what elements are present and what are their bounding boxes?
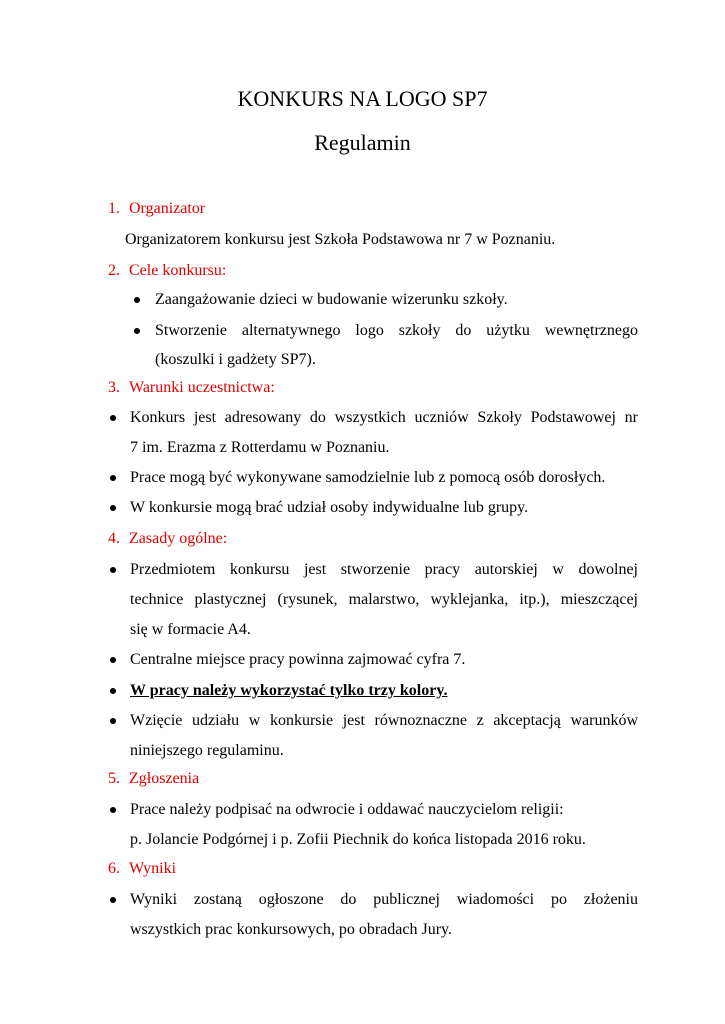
section-heading-results: Wyniki [129,860,177,877]
list-item: Przedmiotem konkursu jest stworzenie pracy autorskiej w dowolnej [130,561,638,578]
section-number: 3. [108,379,120,396]
bullet-icon [110,567,116,573]
section-heading-submissions: Zgłoszenia [129,770,200,787]
list-item-continuation: p. Jolancie Podgórnej i p. Zofii Piechnik do końca listopada 2016 roku. [130,831,586,848]
bullet-icon [110,475,116,481]
section-heading-organizer: Organizator [129,200,206,217]
list-item: W konkursie mogą brać udział osoby indywidualne lub grupy. [130,499,529,516]
section-heading-rules: Zasady ogólne: [129,530,228,547]
section-number: 5. [108,770,120,787]
list-item-continuation: 7 im. Erazma z Rotterdamu w Poznaniu. [130,439,390,456]
list-item-emphasis: W pracy należy wykorzystać tylko trzy kolory. [130,682,448,699]
list-item-continuation: niniejszego regulaminu. [130,742,284,759]
bullet-icon [110,897,116,903]
list-item-continuation: technice plastycznej (rysunek, malarstwo, wyklejanka, itp.), mieszczącej [130,591,638,608]
list-item: Prace należy podpisać na odwrocie i oddawać nauczycielom religii: [130,801,564,818]
list-item: Stworzenie alternatywnego logo szkoły do użytku wewnętrznego [155,322,638,339]
page-subtitle: Regulamin [314,130,411,155]
bullet-icon [110,807,116,813]
section-heading-goals: Cele konkursu: [129,262,227,279]
list-item: Wyniki zostaną ogłoszone do publicznej wiadomości po złożeniu [130,891,638,908]
bullet-icon [134,297,140,303]
bullet-icon [134,328,140,334]
section-number: 1. [108,200,120,217]
bullet-icon [110,718,116,724]
bullet-icon [110,657,116,663]
organizer-text: Organizatorem konkursu jest Szkoła Podstawowa nr 7 w Poznaniu. [125,231,556,248]
list-item: Prace mogą być wykonywane samodzielnie lub z pomocą osób dorosłych. [130,469,606,486]
list-item-continuation: wszystkich prac konkursowych, po obradach Jury. [130,921,452,938]
section-number: 4. [108,530,120,547]
bullet-icon [110,688,116,694]
section-number: 2. [108,262,120,279]
section-heading-conditions: Warunki uczestnictwa: [129,379,275,396]
list-item-continuation: (koszulki i gadżety SP7). [155,351,316,368]
bullet-icon [110,415,116,421]
list-item: Wzięcie udziału w konkursie jest równoznaczne z akceptacją warunków [130,712,638,729]
list-item-continuation: się w formacie A4. [130,621,251,638]
list-item: Zaangażowanie dzieci w budowanie wizerunku szkoły. [155,291,508,308]
section-number: 6. [108,860,120,877]
list-item: Centralne miejsce pracy powinna zajmować cyfra 7. [130,651,466,668]
list-item: Konkurs jest adresowany do wszystkich uczniów Szkoły Podstawowej nr [130,409,638,426]
bullet-icon [110,505,116,511]
page-title: KONKURS NA LOGO SP7 [237,86,488,111]
